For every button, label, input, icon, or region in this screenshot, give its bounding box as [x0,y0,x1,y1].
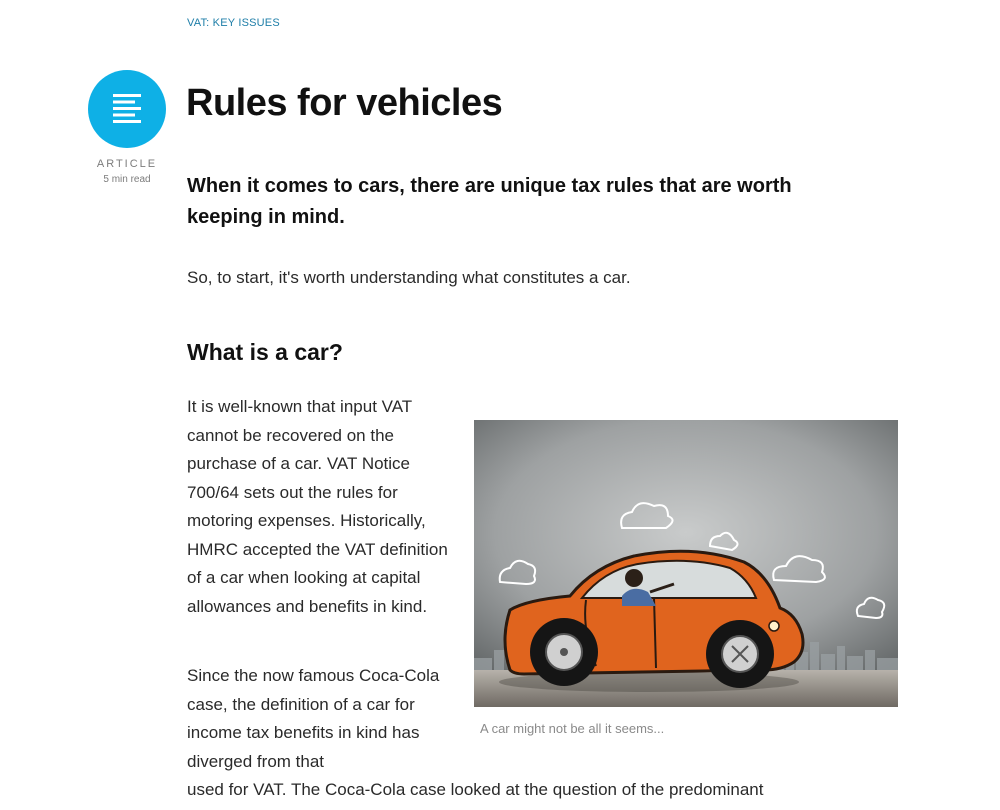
article-intro: When it comes to cars, there are unique tax rules that are worth keeping in mind. [187,175,792,228]
section-heading: What is a car? [187,339,343,365]
body-paragraph: It is well-known that input VAT cannot be recovered on the purchase of a car. VAT Notice 700/64 sets out the rules for motoring expenses. Historically, HMRC accepted the VAT definition of a car when looking at capital allowances and benefits in kind. [187,397,448,616]
page-title: Rules for vehicles [186,82,503,124]
document-lines-icon [113,94,141,124]
category-link[interactable]: VAT: KEY ISSUES [187,17,280,29]
lead-paragraph: So, to start, it's worth understanding what constitutes a car. [187,268,631,287]
article-type-label: ARTICLE [96,158,158,170]
read-time: 5 min read [103,174,151,185]
body-paragraph: Since the now famous Coca-Cola case, the definition of a car for income tax benefits in kind has diverged from that [187,666,440,771]
article-badge [88,70,166,148]
image-caption: A car might not be all it seems... [480,721,665,736]
article-image [474,420,898,707]
body-paragraph: used for VAT. The Coca-Cola case looked at the question of the predominant [187,780,764,799]
